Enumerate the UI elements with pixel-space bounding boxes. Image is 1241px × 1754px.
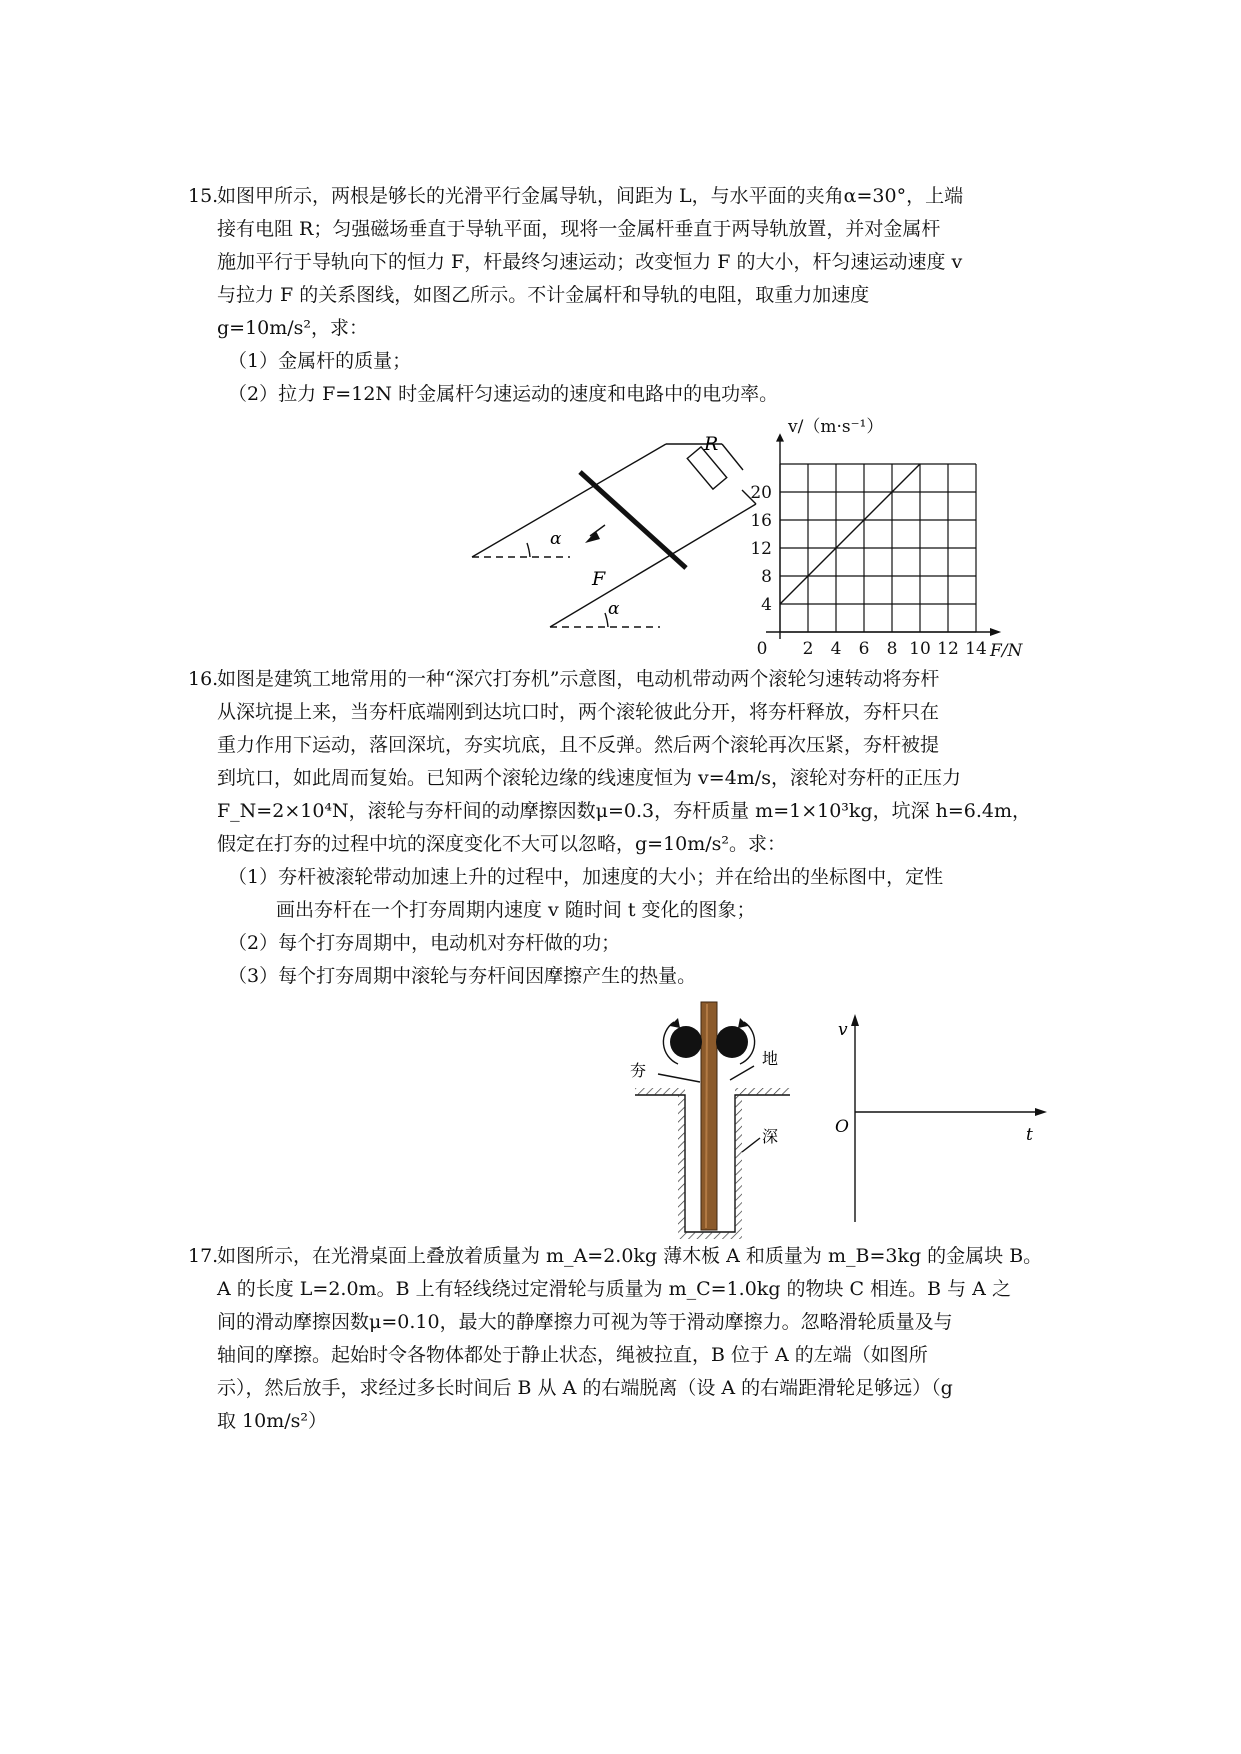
- x-tick-label: 2: [802, 639, 814, 659]
- question-text-line: A 的长度 L=2.0m。B 上有轻线绕过定滑轮与质量为 m_C=1.0kg 的物块 C 相连。B 与 A 之: [217, 1278, 1011, 1300]
- angle-label: α: [608, 599, 620, 619]
- x-tick-label: 4: [830, 639, 842, 659]
- pit-label: 深: [762, 1127, 779, 1146]
- question-text-line: 假定在打夯的过程中坑的深度变化不大可以忽略，g=10m/s²。求：: [217, 833, 787, 855]
- question-text-line: 到坑口，如此周而复始。已知两个滚轮边缘的线速度恒为 v=4m/s，滚轮对夯杆的正压力: [217, 767, 961, 789]
- sub-question: （2）拉力 F=12N 时金属杆匀速运动的速度和电路中的电功率。: [228, 383, 779, 405]
- ground-label: 地: [762, 1049, 779, 1068]
- x-tick-label: 12: [937, 639, 959, 659]
- x-tick-label: 6: [858, 639, 870, 659]
- v-f-chart: [740, 412, 1060, 662]
- question-number: 17.: [188, 1245, 219, 1267]
- v-axis-label: v: [838, 1020, 848, 1040]
- x-axis-arrow: [990, 628, 1001, 636]
- question-text-line: 从深坑提上来，当夯杆底端刚到达坑口时，两个滚轮彼此分开，将夯杆释放，夯杆只在: [217, 701, 940, 723]
- question-text-line: g=10m/s²，求：: [217, 317, 369, 339]
- y-tick-label: 16: [750, 511, 772, 531]
- question-text-line: F_N=2×10⁴N，滚轮与夯杆间的动摩擦因数μ=0.3，夯杆质量 m=1×10³kg，坑深 h=6.4m，: [217, 800, 1032, 822]
- question-text-line: 重力作用下运动，落回深坑，夯实坑底，且不反弹。然后两个滚轮再次压紧，夯杆被提: [217, 734, 940, 756]
- question-text-line: 如图是建筑工地常用的一种“深穴打夯机”示意图，电动机带动两个滚轮匀速转动将夯杆: [217, 668, 940, 690]
- question-text-line: 轴间的摩擦。起始时令各物体都处于静止状态，绳被拉直，B 位于 A 的左端（如图所: [217, 1344, 928, 1366]
- question-text-line: 施加平行于导轨向下的恒力 F，杆最终匀速运动；改变恒力 F 的大小，杆匀速运动速度 v: [217, 251, 963, 273]
- t-axis-label: t: [1026, 1125, 1033, 1145]
- sub-question: （1）夯杆被滚轮带动加速上升的过程中，加速度的大小；并在给出的坐标图中，定性: [228, 866, 944, 888]
- origin-label: O: [835, 1117, 849, 1137]
- x-tick-label: 14: [965, 639, 987, 659]
- rod-label: 夯: [630, 1061, 647, 1080]
- x-tick-label: 10: [909, 639, 931, 659]
- y-tick-label: 12: [750, 539, 772, 559]
- y-axis-arrow: [776, 433, 784, 441]
- tamping-machine-figure: [630, 1000, 810, 1240]
- incline-rail-figure: [460, 420, 760, 650]
- force-label: F: [592, 568, 606, 590]
- question-number: 15.: [188, 185, 219, 207]
- question-text-line: 取 10m/s²）: [217, 1410, 328, 1432]
- series-line: [780, 464, 920, 604]
- question-text-line: 如图所示，在光滑桌面上叠放着质量为 m_A=2.0kg 薄木板 A 和质量为 m_B=3kg 的金属块 B。: [217, 1245, 1043, 1267]
- question-text-line: 与拉力 F 的关系图线，如图乙所示。不计金属杆和导轨的电阻，取重力加速度: [217, 284, 870, 306]
- angle-label: α: [550, 529, 562, 549]
- question-text-line: 接有电阻 R；匀强磁场垂直于导轨平面，现将一金属杆垂直于两导轨放置，并对金属杆: [217, 218, 941, 240]
- question-text-line: 间的滑动摩擦因数μ=0.10，最大的静摩擦力可视为等于滑动摩擦力。忽略滑轮质量及与: [217, 1311, 953, 1333]
- y-tick-label: 20: [750, 483, 772, 503]
- question-text-line: 如图甲所示，两根是够长的光滑平行金属导轨，间距为 L，与水平面的夹角α=30°，上端: [217, 185, 964, 207]
- sub-question: （3）每个打夯周期中滚轮与夯杆间因摩擦产生的热量。: [228, 965, 697, 987]
- question-text-line: 示），然后放手，求经过多长时间后 B 从 A 的右端脱离（设 A 的右端距滑轮足够远）（g: [217, 1377, 953, 1399]
- question-number: 16.: [188, 668, 219, 690]
- sub-question: （1）金属杆的质量；: [228, 350, 412, 372]
- resistor-label: R: [704, 433, 719, 455]
- v-t-axes: [830, 1010, 1050, 1225]
- y-axis-label: v/（m·s⁻¹）: [788, 417, 884, 437]
- sub-question: （2）每个打夯周期中，电动机对夯杆做的功；: [228, 932, 621, 954]
- x-tick-label: 8: [886, 639, 898, 659]
- y-tick-label: 4: [761, 595, 772, 615]
- y-tick-label: 8: [761, 567, 772, 587]
- origin-tick-label: 0: [756, 639, 768, 659]
- x-axis-label: F/N: [990, 641, 1023, 661]
- sub-question: 画出夯杆在一个打夯周期内速度 v 随时间 t 变化的图象；: [276, 899, 756, 921]
